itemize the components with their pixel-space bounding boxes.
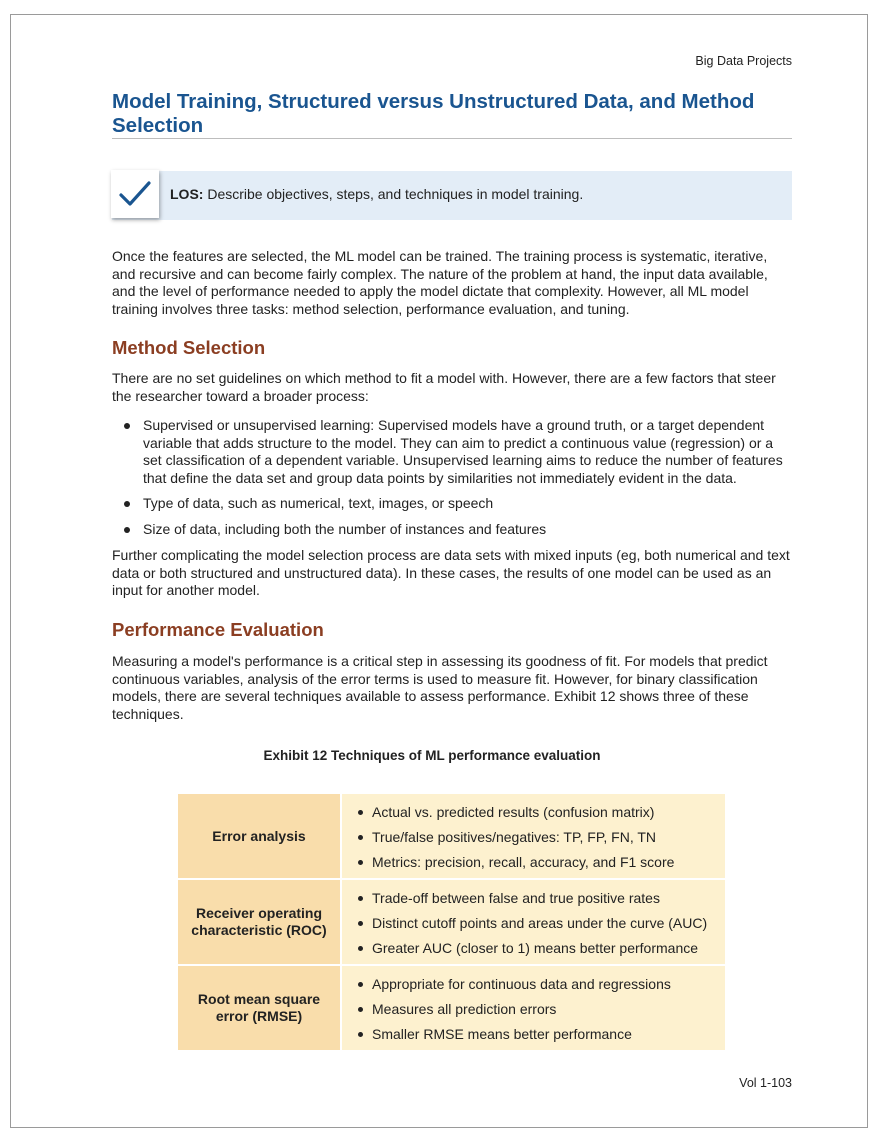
- method-selection-closing: Further complicating the model selection process are data sets with mixed inputs (eg, both numerical and text data or both structured and unstructured data). In these cases, the results of one model can be used as an input for another model.: [112, 547, 790, 598]
- bullet-icon: [358, 1032, 363, 1037]
- los-statement: [170, 186, 583, 202]
- list-item: Trade-off between false and true positive rates: [356, 886, 725, 911]
- page-number: Vol 1-103: [739, 1076, 792, 1090]
- table-row: [178, 794, 725, 878]
- list-item: Supervised or unsupervised learning: Supervised models have a ground truth, or a target dependent variable that adds structure to the model. They can aim to predict a continuous value (regression) or a set classification of a dependent variable. Unsupervised learning aims to reduce the number of features that define the data set and group data points by similarities not immediately evident in the data.: [112, 417, 792, 487]
- table-row: [178, 966, 725, 1050]
- exhibit-title: Exhibit 12 Techniques of ML performance evaluation: [263, 748, 601, 763]
- row-items: [342, 794, 725, 878]
- list-item: True/false positives/negatives: TP, FP, FN, TN: [356, 825, 725, 850]
- bullet-icon: [124, 423, 130, 429]
- row-label: Root mean square error (RMSE): [178, 966, 340, 1050]
- page-title: Model Training, Structured versus Unstructured Data, and Method Selection: [112, 90, 755, 137]
- bullet-icon: [124, 527, 130, 533]
- bullet-icon: [358, 860, 363, 865]
- table-row: [178, 880, 725, 964]
- los-label: LOS:: [170, 186, 204, 202]
- bullet-icon: [358, 946, 363, 951]
- los-text: Describe objectives, steps, and techniques in model training.: [207, 186, 584, 202]
- row-items: [342, 966, 725, 1050]
- row-items: [342, 880, 725, 964]
- method-selection-bullets: [112, 417, 792, 546]
- row-label: Receiver operating characteristic (ROC): [178, 880, 340, 964]
- bullet-icon: [358, 810, 363, 815]
- list-item: Size of data, including both the number of instances and features: [112, 521, 792, 539]
- list-item: Greater AUC (closer to 1) means better performance: [356, 936, 725, 961]
- list-item: Smaller RMSE means better performance: [356, 1022, 725, 1047]
- intro-paragraph: Once the features are selected, the ML model can be trained. The training process is systematic, iterative, and recursive and can become fairly complex. The nature of the problem at hand, the input data available, and the level of performance needed to apply the model dictate that complexity. However, all ML model training involves three tasks: method selection, performance evaluation, and tuning.: [112, 248, 768, 317]
- checkmark-icon: [111, 170, 159, 218]
- performance-evaluation-heading: Performance Evaluation: [112, 619, 324, 640]
- bullet-icon: [358, 896, 363, 901]
- method-selection-intro: There are no set guidelines on which method to fit a model with. However, there are a few factors that steer the researcher toward a broader process:: [112, 370, 776, 404]
- exhibit-table: [178, 794, 725, 1052]
- title-divider: [112, 138, 792, 139]
- performance-evaluation-paragraph: Measuring a model's performance is a critical step in assessing its goodness of fit. For models that predict continuous variables, analysis of the error terms is used to measure fit. However, for binary classification models, there are several techniques available to assess performance. Exhibit 12 shows three of these techniques.: [112, 653, 768, 722]
- bullet-icon: [358, 1007, 363, 1012]
- bullet-icon: [358, 921, 363, 926]
- list-item: Metrics: precision, recall, accuracy, and F1 score: [356, 850, 725, 875]
- list-item: Type of data, such as numerical, text, images, or speech: [112, 495, 792, 513]
- list-item: Appropriate for continuous data and regressions: [356, 972, 725, 997]
- bullet-icon: [358, 835, 363, 840]
- list-item: Distinct cutoff points and areas under the curve (AUC): [356, 911, 725, 936]
- running-header: Big Data Projects: [695, 54, 792, 68]
- list-item: Actual vs. predicted results (confusion matrix): [356, 800, 725, 825]
- bullet-icon: [124, 501, 130, 507]
- row-label: Error analysis: [178, 794, 340, 878]
- list-item: Measures all prediction errors: [356, 997, 725, 1022]
- bullet-icon: [358, 982, 363, 987]
- method-selection-heading: Method Selection: [112, 337, 266, 358]
